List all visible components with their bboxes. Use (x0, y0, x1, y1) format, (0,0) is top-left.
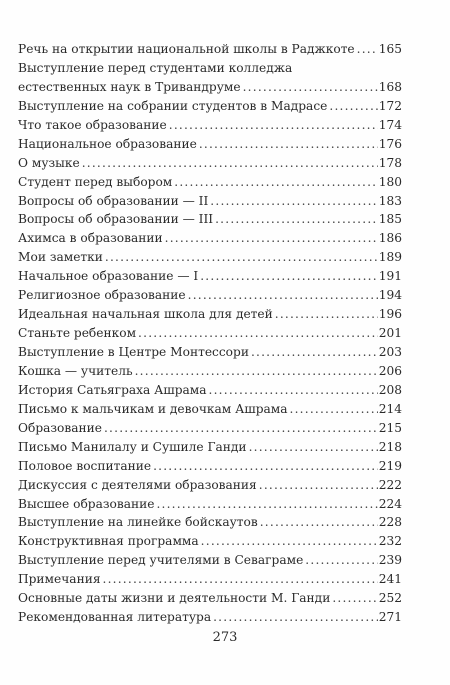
toc-entry-page: 219 (378, 458, 402, 473)
dot-leader (104, 419, 378, 438)
dot-leader (305, 551, 377, 570)
toc-entry-title: История Сатьяграха Ашрама (18, 382, 207, 397)
toc-entry-page: 252 (378, 591, 402, 606)
toc-entry-page: 191 (378, 269, 402, 284)
dot-leader (82, 154, 378, 173)
toc-entry-page: 241 (378, 572, 402, 587)
toc-entry-page: 206 (378, 363, 402, 378)
toc-entry-title: Станьте ребенком (18, 326, 137, 341)
toc-entry (18, 532, 402, 551)
toc-entry-title: Конструктивная программа (18, 534, 199, 549)
dot-leader (290, 400, 378, 419)
toc-entry-page: 196 (378, 307, 402, 322)
dot-leader (103, 570, 378, 589)
toc-entry-page: 186 (378, 231, 402, 246)
dot-leader (260, 513, 378, 532)
toc-entry-page: 174 (378, 117, 402, 132)
toc-entry (18, 362, 402, 381)
dot-leader (165, 229, 378, 248)
toc-entry-title: Выступление перед студентами колледжа (18, 60, 293, 75)
toc-entry-title: Письмо Манилалу и Сушиле Ганди (18, 439, 247, 454)
dot-leader (105, 248, 378, 267)
toc-entry (18, 135, 402, 154)
dot-leader (357, 40, 378, 59)
dot-leader (249, 438, 378, 457)
toc-entry (18, 381, 402, 400)
toc-entry-title: Дискуссия с деятелями образования (18, 477, 257, 492)
dot-leader (153, 457, 378, 476)
toc-entry (18, 495, 402, 514)
toc-entry-page: 271 (378, 610, 402, 625)
toc-entry-title: Национальное образование (18, 136, 197, 151)
toc-entry-title: Выступление на собрании студентов в Мадрасе (18, 98, 328, 113)
toc-entry (18, 343, 402, 362)
toc-entry (18, 570, 402, 589)
toc-entry-title: Речь на открытии национальной школы в Раджкоте (18, 42, 355, 56)
toc-entry (18, 192, 402, 211)
toc-entry-page: 189 (378, 250, 402, 265)
toc-entry-title: Кошка — учитель (18, 363, 133, 378)
toc-entry (18, 59, 402, 97)
dot-leader (251, 343, 378, 362)
toc-entry (18, 608, 402, 627)
toc-entry-title: Религиозное образование (18, 288, 186, 303)
dot-leader (243, 78, 378, 97)
dot-leader (210, 192, 377, 211)
toc-entry (18, 589, 402, 608)
toc-entry-title: Письмо к мальчикам и девочкам Ашрама (18, 401, 288, 416)
toc-entry (18, 419, 402, 438)
dot-leader (188, 286, 378, 305)
dot-leader (199, 135, 378, 154)
toc-entry-title: Половое воспитание (18, 458, 152, 473)
dot-leader (215, 210, 378, 229)
toc-entry (18, 173, 402, 192)
dot-leader (200, 267, 378, 286)
dot-leader (174, 173, 377, 192)
dot-leader (156, 495, 377, 514)
dot-leader (213, 608, 378, 627)
toc-entry-page: 214 (378, 401, 402, 416)
toc-entry-title: Основные даты жизни и деятельности М. Ганди (18, 591, 331, 606)
toc-entry (18, 154, 402, 173)
toc-entry-page: 194 (378, 288, 402, 303)
toc-entry (18, 305, 402, 324)
toc-entry (18, 229, 402, 248)
toc-entry-page: 232 (378, 534, 402, 549)
toc-entry-page: 215 (378, 420, 402, 435)
toc-entry-page: 239 (378, 553, 402, 568)
toc-entry-title: О музыке (18, 155, 80, 170)
toc-entry-page: 218 (378, 439, 402, 454)
toc-entry (18, 248, 402, 267)
dot-leader (138, 324, 378, 343)
toc-entry (18, 116, 402, 135)
dot-leader (209, 381, 378, 400)
page-number: 273 (212, 630, 238, 645)
toc-entry-page: 201 (378, 326, 402, 341)
toc-entry-page: 165 (378, 42, 402, 56)
table-of-contents (18, 40, 402, 627)
toc-entry (18, 40, 402, 59)
toc-entry (18, 513, 402, 532)
toc-entry-page: 172 (378, 98, 402, 113)
dot-leader (169, 116, 378, 135)
dot-leader (275, 305, 378, 324)
toc-entry-title: Начальное образование — I (18, 269, 199, 284)
toc-entry-page: 222 (378, 477, 402, 492)
toc-entry-title: Образование (18, 420, 102, 435)
toc-entry-title: Выступление в Центре Монтессори (18, 345, 249, 359)
dot-leader (135, 362, 378, 381)
toc-entry-page: 224 (378, 496, 402, 511)
toc-entry (18, 267, 402, 286)
dot-leader (259, 476, 378, 495)
dot-leader (329, 97, 377, 116)
toc-entry (18, 97, 402, 116)
toc-entry-title: Выступление перед учителями в Севаграме (18, 553, 304, 568)
toc-entry-page: 180 (378, 174, 402, 189)
toc-entry-title: Примечания (18, 572, 101, 587)
toc-entry-title: Выступление на линейке бойскаутов (18, 515, 258, 530)
toc-entry-page: 203 (378, 345, 402, 359)
toc-entry-title-continued: естественных наук в Тривандруме (18, 79, 241, 94)
toc-entry (18, 551, 402, 570)
toc-entry-page: 228 (378, 515, 402, 530)
toc-entry (18, 286, 402, 305)
toc-entry (18, 210, 402, 229)
toc-entry-title: Вопросы об образовании — II (18, 193, 209, 208)
toc-entry-page: 176 (378, 136, 402, 151)
toc-entry-title: Что такое образование (18, 117, 167, 132)
toc-entry-title: Ахимса в образовании (18, 231, 163, 246)
toc-entry-title: Идеальная начальная школа для детей (18, 307, 273, 322)
toc-entry-title: Вопросы об образовании — III (18, 212, 214, 227)
toc-entry-page: 183 (378, 193, 402, 208)
toc-entry (18, 457, 402, 476)
toc-entry-page: 178 (378, 155, 402, 170)
toc-entry-page: 168 (378, 79, 402, 94)
toc-entry-title: Рекомендованная литература (18, 610, 212, 625)
dot-leader (201, 532, 378, 551)
toc-entry (18, 438, 402, 457)
toc-entry-title: Студент перед выбором (18, 174, 173, 189)
toc-entry-title: Высшее образование (18, 496, 155, 511)
toc-entry-page: 208 (378, 382, 402, 397)
toc-entry-title: Мои заметки (18, 250, 103, 265)
toc-entry (18, 400, 402, 419)
toc-entry-page: 185 (378, 212, 402, 227)
dot-leader (332, 589, 377, 608)
toc-entry (18, 324, 402, 343)
toc-entry (18, 476, 402, 495)
